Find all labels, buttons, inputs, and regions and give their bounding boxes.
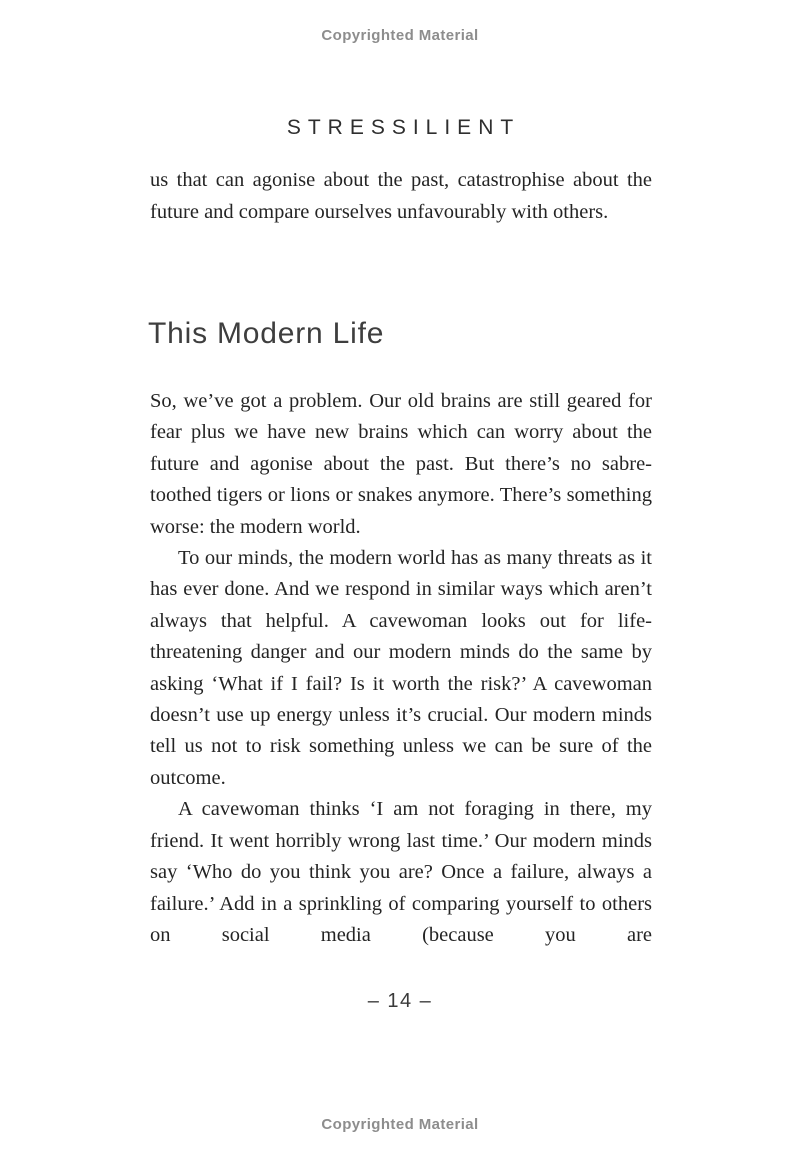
paragraph: So, we’ve got a problem. Our old brains are still geared for fear plus we have new brains which can worry about the future and agonise about the past. But there’s no sabre-toothed tigers or lions or snakes anymore. There’s something worse: the modern world.: [150, 390, 652, 538]
paragraph: A cavewoman thinks ‘I am not foraging in there, my friend. It went horribly wrong last time.’ Our modern minds say ‘Who do you think you are? Once a failure, always a failure.’ Add in a sprinkling of comparing yourself to others on social media (because you are: [150, 798, 652, 946]
lead-paragraph: us that can agonise about the past, catastrophise about the future and compare ourselves unfavourably with others.: [150, 169, 652, 223]
section-heading: This Modern Life: [148, 317, 385, 350]
copyright-banner-bottom: Copyrighted Material: [321, 1116, 479, 1133]
page-number: – 14 –: [367, 990, 433, 1012]
body-text-block: [150, 386, 652, 951]
running-header-book-title: STRESSILIENT: [286, 116, 521, 139]
copyright-banner-top: Copyrighted Material: [321, 27, 479, 44]
paragraph: To our minds, the modern world has as many threats as it has ever done. And we respond in similar ways which aren’t always that helpful. A cavewoman looks out for life-threatening danger and our modern minds do the same by asking ‘What if I fail? Is it worth the risk?’ A cavewoman doesn’t use up energy unless it’s crucial. Our modern minds tell us not to risk something unless we can be sure of the outcome.: [150, 547, 652, 789]
